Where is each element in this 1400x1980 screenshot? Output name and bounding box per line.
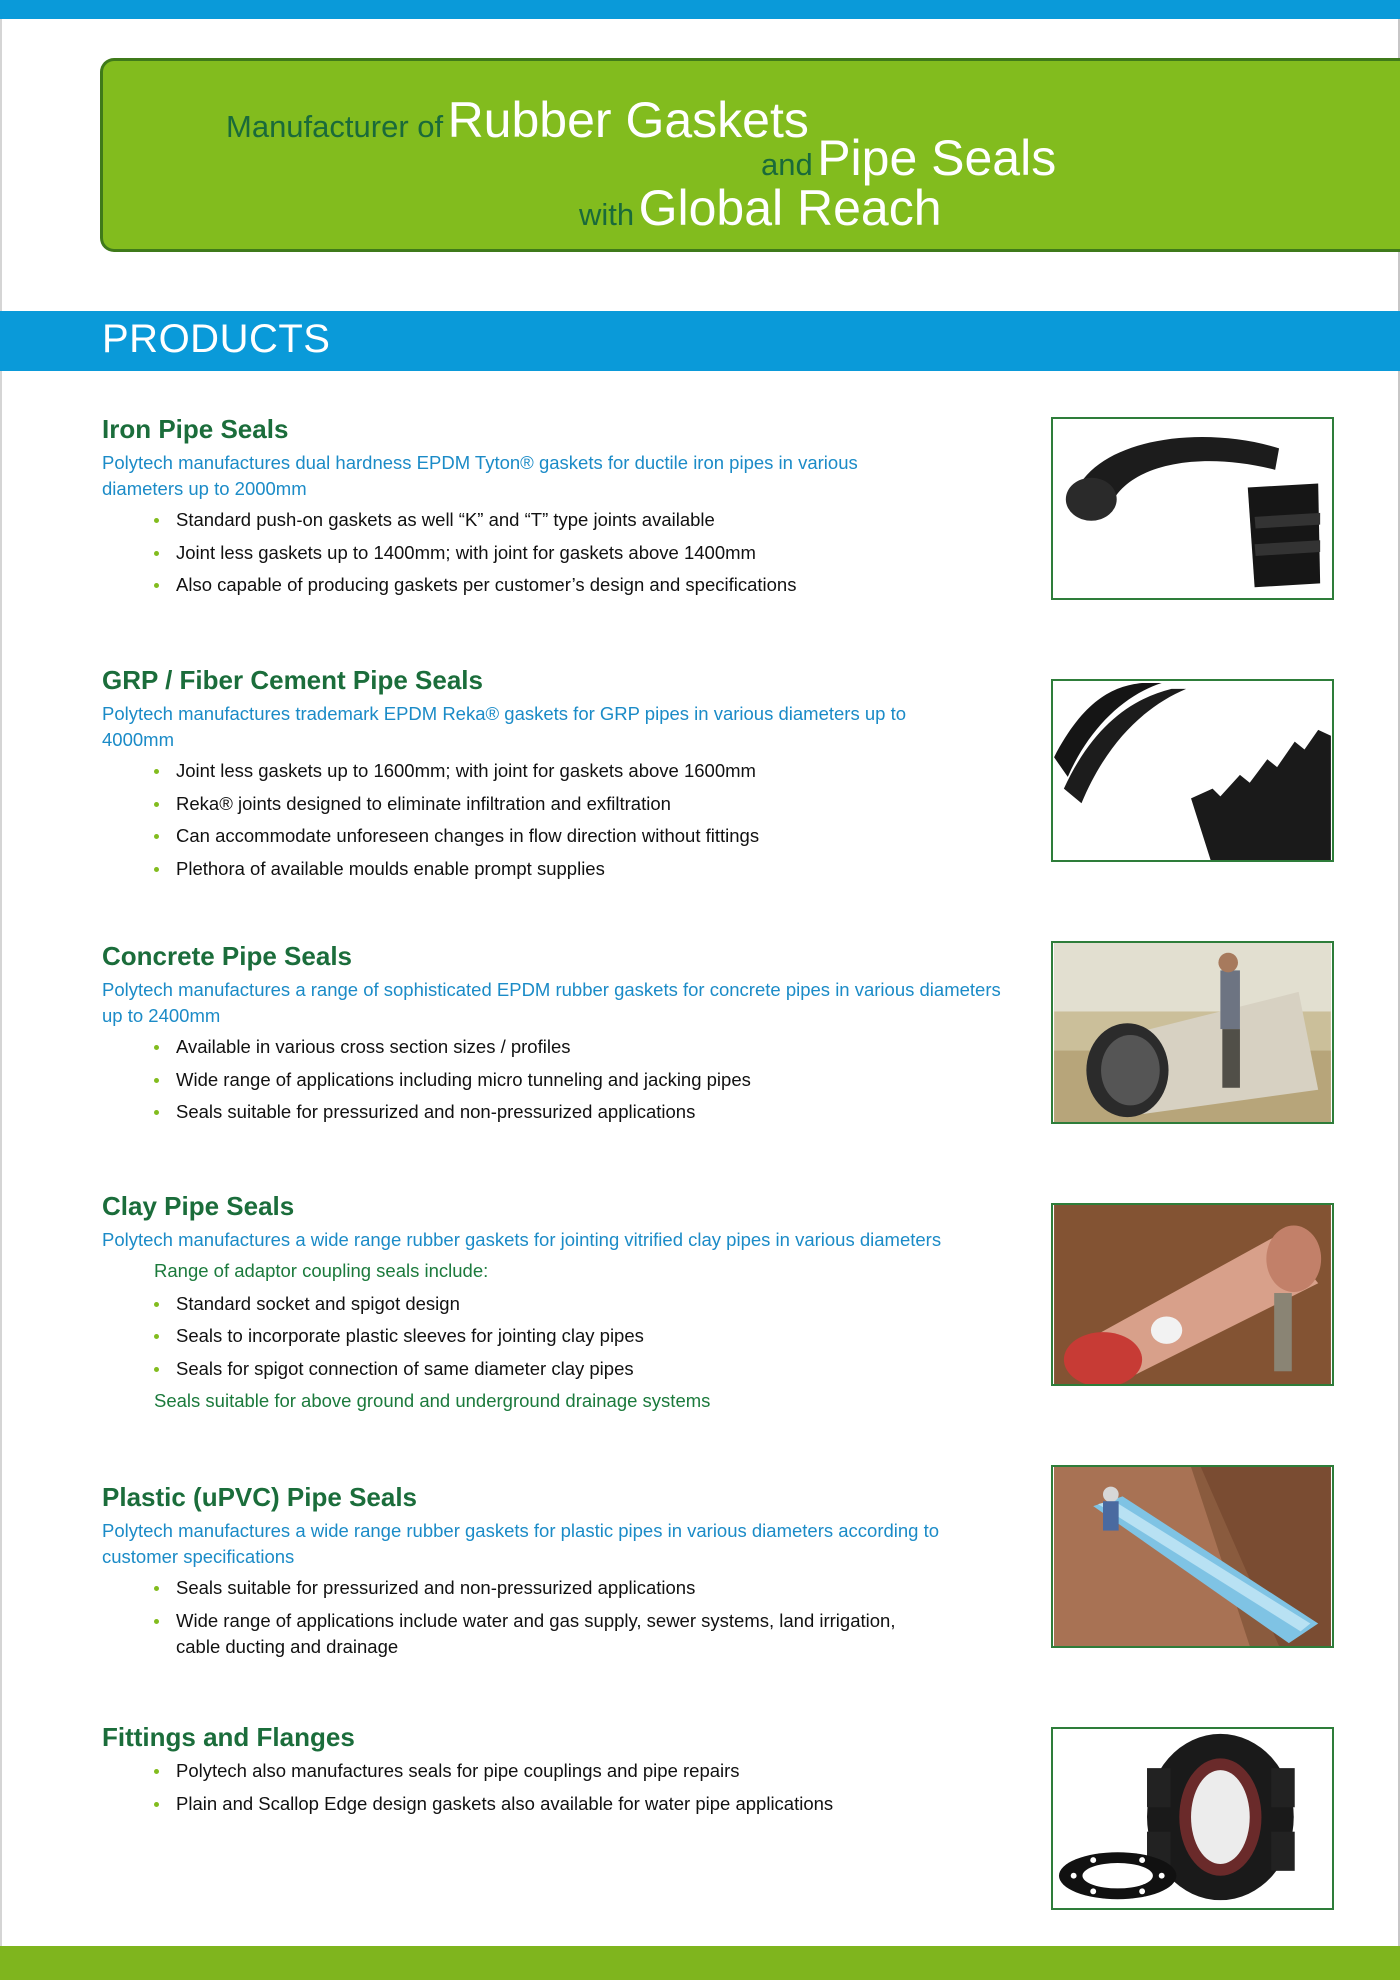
iron-gasket-image xyxy=(1053,419,1332,598)
coupling-flange-image xyxy=(1053,1729,1332,1908)
list-item: Seals suitable for pressurized and non-pressurized applications xyxy=(154,1575,934,1601)
list-item: Standard socket and spigot design xyxy=(154,1291,1022,1317)
clay-pipe-photo xyxy=(1051,1203,1334,1386)
list-item: Joint less gaskets up to 1400mm; with joint for gaskets above 1400mm xyxy=(154,540,1022,566)
hero-global-reach: Global Reach xyxy=(638,180,942,236)
section-note-intro: Range of adaptor coupling seals include: xyxy=(154,1260,489,1281)
list-item: Available in various cross section sizes / profiles xyxy=(154,1034,1022,1060)
list-item: Standard push-on gaskets as well “K” and “T” type joints available xyxy=(154,507,1022,533)
hero-manufacturer-of: Manufacturer of xyxy=(226,109,444,144)
section-description: Polytech manufactures a wide range rubber gaskets for jointing vitrified clay pipes in various diameters xyxy=(102,1229,942,1250)
upvc-pipe-image xyxy=(1053,1467,1332,1646)
section-title: GRP / Fiber Cement Pipe Seals xyxy=(102,665,483,695)
hero-banner xyxy=(100,58,1400,252)
list-item: Also capable of producing gaskets per customer’s design and specifications xyxy=(154,572,1022,598)
grp-pipe-gasket-photo xyxy=(1051,679,1334,862)
section-clay-pipe-seals xyxy=(102,1190,1022,1421)
bullet-list xyxy=(102,1575,934,1660)
section-iron-pipe-seals xyxy=(102,413,1022,605)
page-edge-left xyxy=(0,19,2,1946)
section-description: Polytech manufactures dual hardness EPDM Tyton® gaskets for ductile iron pipes in various diameters up to 2000mm xyxy=(102,452,858,499)
hero-rubber-gaskets: Rubber Gaskets xyxy=(447,92,809,148)
bottom-accent-bar xyxy=(0,1946,1400,1980)
section-grp-pipe-seals xyxy=(102,664,1022,888)
concrete-pipe-photo xyxy=(1051,941,1334,1124)
grp-gasket-image xyxy=(1053,681,1332,860)
list-item: Wide range of applications include water and gas supply, sewer systems, land irrigation, cable ducting and drainage xyxy=(154,1608,934,1660)
concrete-pipe-image xyxy=(1053,943,1332,1122)
bullet-list xyxy=(102,1758,1022,1817)
section-fittings-flanges xyxy=(102,1721,1022,1823)
section-description: Polytech manufactures trademark EPDM Reka® gaskets for GRP pipes in various diameters up to 4000mm xyxy=(102,703,907,750)
upvc-pipe-trench-photo xyxy=(1051,1465,1334,1648)
list-item: Plain and Scallop Edge design gaskets also available for water pipe applications xyxy=(154,1791,1022,1817)
hero-pipe-seals: Pipe Seals xyxy=(817,130,1057,186)
section-description: Polytech manufactures a range of sophisticated EPDM rubber gaskets for concrete pipes in various diameters up to 2400mm xyxy=(102,979,1001,1026)
section-title: Concrete Pipe Seals xyxy=(102,941,352,971)
bullet-list xyxy=(102,758,1022,882)
coupling-flange-photo xyxy=(1051,1727,1334,1910)
bullet-list xyxy=(102,507,1022,598)
section-upvc-pipe-seals xyxy=(102,1481,1022,1666)
list-item: Reka® joints designed to eliminate infiltration and exfiltration xyxy=(154,791,1022,817)
section-description: Polytech manufactures a wide range rubber gaskets for plastic pipes in various diameters according to customer specifications xyxy=(102,1520,940,1567)
hero-with: with xyxy=(579,197,635,232)
hero-line-1 xyxy=(226,91,809,149)
iron-pipe-gasket-photo xyxy=(1051,417,1334,600)
section-title: Fittings and Flanges xyxy=(102,1722,355,1752)
section-title: Clay Pipe Seals xyxy=(102,1191,295,1221)
hero-and: and xyxy=(761,147,813,182)
list-item: Can accommodate unforeseen changes in flow direction without fittings xyxy=(154,823,1022,849)
list-item: Joint less gaskets up to 1600mm; with joint for gaskets above 1600mm xyxy=(154,758,1022,784)
clay-pipe-image xyxy=(1053,1205,1332,1384)
products-heading: PRODUCTS xyxy=(102,317,331,361)
top-accent-bar xyxy=(0,0,1400,19)
list-item: Plethora of available moulds enable prompt supplies xyxy=(154,856,1022,882)
list-item: Polytech also manufactures seals for pipe couplings and pipe repairs xyxy=(154,1758,1022,1784)
section-note-outro: Seals suitable for above ground and underground drainage systems xyxy=(154,1390,711,1411)
section-title: Iron Pipe Seals xyxy=(102,414,289,444)
list-item: Wide range of applications including micro tunneling and jacking pipes xyxy=(154,1067,1022,1093)
hero-line-3 xyxy=(579,179,942,237)
list-item: Seals suitable for pressurized and non-pressurized applications xyxy=(154,1099,1022,1125)
list-item: Seals for spigot connection of same diameter clay pipes xyxy=(154,1356,1022,1382)
products-header-bar xyxy=(0,311,1400,371)
bullet-list xyxy=(102,1291,1022,1382)
section-title: Plastic (uPVC) Pipe Seals xyxy=(102,1482,418,1512)
bullet-list xyxy=(102,1034,1022,1125)
list-item: Seals to incorporate plastic sleeves for jointing clay pipes xyxy=(154,1323,1022,1349)
section-concrete-pipe-seals xyxy=(102,940,1022,1132)
